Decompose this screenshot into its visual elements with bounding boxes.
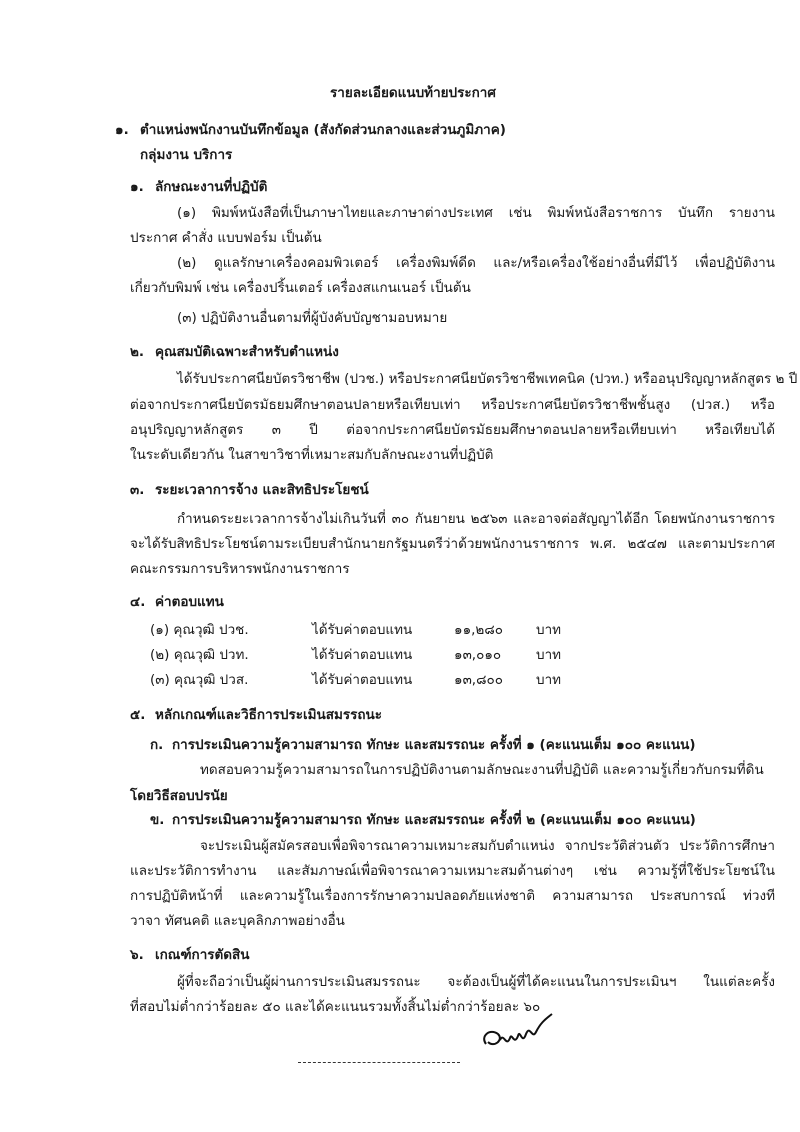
document-title: รายละเอียดแนบท้ายประกาศ [330, 85, 496, 101]
paragraph-line: ต่อจากประกาศนียบัตรมัธยมศึกษาตอนปลายหรือเทียบเท่า หรือประกาศนียบัตรวิชาชีพชั้นสูง (ปวส.) หรือ [130, 397, 775, 413]
currency-unit: บาท [536, 672, 562, 688]
compensation-row [150, 645, 561, 665]
compensation-amount: ๑๓,๐๑๐ [454, 647, 502, 663]
compensation-row [150, 620, 561, 640]
compensation-amount: ๑๑,๒๘๐ [454, 622, 503, 638]
paragraph-line: เกี่ยวกับพิมพ์ เช่น เครื่องปริ้นเตอร์ เครื่องสแกนเนอร์ เป็นต้น [130, 280, 471, 296]
section-3-heading: ระยะเวลาการจ้าง และสิทธิประโยชน์ [155, 482, 369, 498]
position-title: ตำแหน่งพนักงานบันทึกข้อมูล (สังกัดส่วนกลางและส่วนภูมิภาค) [140, 122, 506, 138]
compensation-row [150, 670, 561, 690]
section-5-number: ๕. [130, 707, 146, 723]
compensation-label: ได้รับค่าตอบแทน [312, 672, 413, 688]
paragraph-line: ประกาศ คำสั่ง แบบฟอร์ม เป็นต้น [130, 230, 322, 246]
paragraph-line: ในระดับเดียวกัน ในสาขาวิชาที่เหมาะสมกับลักษณะงานที่ปฏิบัติ [130, 447, 494, 463]
qualification: (๓) คุณวุฒิ ปวส. [150, 672, 249, 688]
section-2-number: ๒. [130, 344, 145, 360]
paragraph-line: คณะกรรมการบริหารพนักงานราชการ [130, 561, 350, 577]
section-5-heading: หลักเกณฑ์และวิธีการประเมินสมรรถนะ [155, 707, 383, 723]
paragraph-line: โดยวิธีสอบปรนัย [130, 788, 228, 804]
paragraph-line: อนุปริญญาหลักสูตร ๓ ปี ต่อจากประกาศนียบัตรมัธยมศึกษาตอนปลายหรือเทียบเท่า หรือเทียบได้ [130, 422, 775, 438]
paragraph-line: จะได้รับสิทธิประโยชน์ตามระเบียบสำนักนายกรัฐมนตรีว่าด้วยพนักงานราชการ พ.ศ. ๒๕๔๗ และตามประกาศ [130, 536, 775, 552]
paragraph-line: ที่สอบไม่ต่ำกว่าร้อยละ ๕๐ และได้คะแนนรวมทั้งสิ้นไม่ต่ำกว่าร้อยละ ๖๐ [130, 999, 541, 1015]
section-1-number: ๑. [130, 179, 144, 195]
paragraph-line: ทดสอบความรู้ความสามารถในการปฏิบัติงานตามลักษณะงานที่ปฏิบัติ และความรู้เกี่ยวกับกรมที่ดิน [200, 762, 764, 778]
paragraph-line: ได้รับประกาศนียบัตรวิชาชีพ (ปวช.) หรือประกาศนียบัตรวิชาชีพเทคนิค (ปวท.) หรืออนุปริญญาหลักสูตร ๒ ปี [177, 371, 798, 387]
compensation-amount: ๑๓,๘๐๐ [454, 672, 503, 688]
compensation-label: ได้รับค่าตอบแทน [312, 647, 413, 663]
subsection-a-heading: การประเมินความรู้ความสามารถ ทักษะ และสมรรถนะ ครั้งที่ ๑ (คะแนนเต็ม ๑๐๐ คะแนน) [172, 737, 696, 753]
section-1-heading: ลักษณะงานที่ปฏิบัติ [155, 179, 268, 195]
paragraph-line: จะประเมินผู้สมัครสอบเพื่อพิจารณาความเหมาะสมกับตำแหน่ง จากประวัติส่วนตัว ประวัติการศึกษา [200, 838, 775, 854]
qualification: (๒) คุณวุฒิ ปวท. [150, 647, 249, 663]
paragraph-line: การปฏิบัติหน้าที่ และความรู้ในเรื่องการรักษาความปลอดภัยแห่งชาติ ความสามารถ ประสบการณ์ ท่วงที [130, 888, 775, 904]
section-4-heading: ค่าตอบแทน [155, 594, 224, 610]
section-6-heading: เกณฑ์การตัดสิน [155, 947, 250, 963]
job-group: กลุ่มงาน บริการ [140, 147, 233, 163]
section-6-number: ๖. [130, 947, 144, 963]
handwritten-signature [478, 1010, 558, 1055]
currency-unit: บาท [536, 622, 562, 638]
currency-unit: บาท [536, 647, 562, 663]
paragraph-line: (๓) ปฏิบัติงานอื่นตามที่ผู้บังคับบัญชามอบหมาย [177, 310, 448, 326]
paragraph-line: ผู้ที่จะถือว่าเป็นผู้ผ่านการประเมินสมรรถนะ จะต้องเป็นผู้ที่ได้คะแนนในการประเมินฯ ในแต่ละครั้ง [177, 974, 775, 990]
paragraph-line: (๒) ดูแลรักษาเครื่องคอมพิวเตอร์ เครื่องพิมพ์ดีด และ/หรือเครื่องใช้อย่างอื่นที่มีไว้ เพื่อปฏิบัติงาน [177, 255, 775, 271]
paragraph-line: กำหนดระยะเวลาการจ้างไม่เกินวันที่ ๓๐ กันยายน ๒๕๖๓ และอาจต่อสัญญาได้อีก โดยพนักงานราชการ [177, 511, 775, 527]
subsection-b-number: ข. [150, 812, 165, 828]
signature-line [298, 1062, 460, 1063]
subsection-b-heading: การประเมินความรู้ความสามารถ ทักษะ และสมรรถนะ ครั้งที่ ๒ (คะแนนเต็ม ๑๐๐ คะแนน) [172, 812, 696, 828]
section-2-heading: คุณสมบัติเฉพาะสำหรับตำแหน่ง [155, 344, 339, 360]
subsection-a-number: ก. [150, 737, 164, 753]
paragraph-line: วาจา ทัศนคติ และบุคลิกภาพอย่างอื่น [130, 913, 345, 929]
paragraph-line: และประวัติการทำงาน และสัมภาษณ์เพื่อพิจารณาความเหมาะสมด้านต่างๆ เช่น ความรู้ที่ใช้ประโยชน์ใน [130, 863, 775, 879]
compensation-label: ได้รับค่าตอบแทน [312, 622, 413, 638]
section-3-number: ๓. [130, 482, 145, 498]
qualification: (๑) คุณวุฒิ ปวช. [150, 622, 249, 638]
paragraph-line: (๑) พิมพ์หนังสือที่เป็นภาษาไทยและภาษาต่างประเทศ เช่น พิมพ์หนังสือราชการ บันทึก รายงาน [177, 205, 775, 221]
section-4-number: ๔. [130, 594, 146, 610]
position-number: ๑. [115, 122, 129, 138]
